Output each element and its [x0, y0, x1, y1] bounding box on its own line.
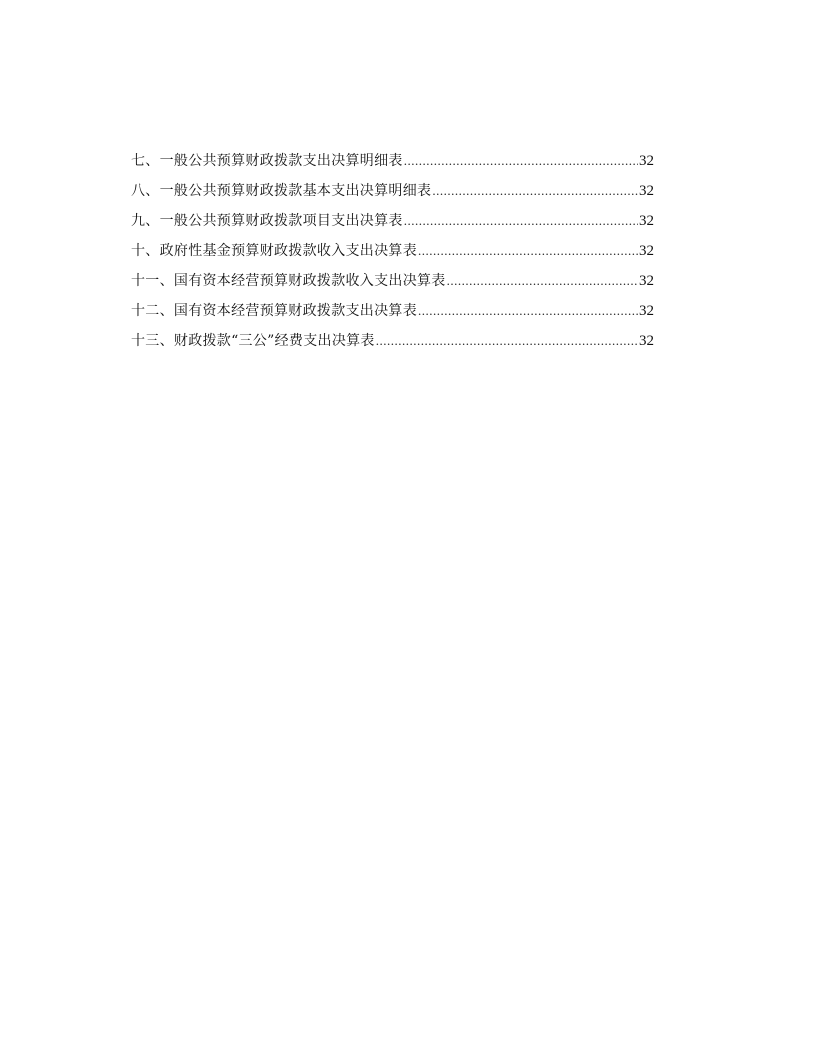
toc-dot-leader [418, 236, 638, 266]
toc-page-number: 32 [639, 273, 654, 289]
toc-entry-title: 十二、国有资本经营预算财政拨款支出决算表 [131, 303, 417, 319]
toc-page-number: 32 [639, 333, 654, 349]
toc-dot-leader [404, 206, 638, 236]
toc-entry-title: 十一、国有资本经营预算财政拨款收入支出决算表 [131, 273, 446, 289]
toc-page-number: 32 [639, 213, 654, 229]
toc-entry-title: 十、政府性基金预算财政拨款收入支出决算表 [131, 243, 417, 259]
toc-entry-title: 九、一般公共预算财政拨款项目支出决算表 [131, 213, 403, 229]
toc-entry[interactable] [131, 206, 654, 236]
toc-entry[interactable] [131, 326, 654, 356]
toc-entry-title: 八、一般公共预算财政拨款基本支出决算明细表 [131, 183, 432, 199]
toc-dot-leader [404, 146, 638, 176]
toc-entry[interactable] [131, 176, 654, 206]
toc-entry-title: 十三、财政拨款“三公”经费支出决算表 [131, 333, 375, 349]
toc-dot-leader [432, 176, 638, 206]
toc-page-number: 32 [639, 153, 654, 169]
table-of-contents [131, 146, 654, 356]
toc-page-number: 32 [639, 183, 654, 199]
toc-dot-leader [376, 326, 638, 356]
toc-entry[interactable] [131, 266, 654, 296]
toc-page-number: 32 [639, 303, 654, 319]
toc-dot-leader [418, 296, 638, 326]
toc-dot-leader [447, 266, 638, 296]
toc-entry[interactable] [131, 296, 654, 326]
toc-page-number: 32 [639, 243, 654, 259]
toc-entry[interactable] [131, 236, 654, 266]
toc-entry[interactable] [131, 146, 654, 176]
toc-entry-title: 七、一般公共预算财政拨款支出决算明细表 [131, 153, 403, 169]
